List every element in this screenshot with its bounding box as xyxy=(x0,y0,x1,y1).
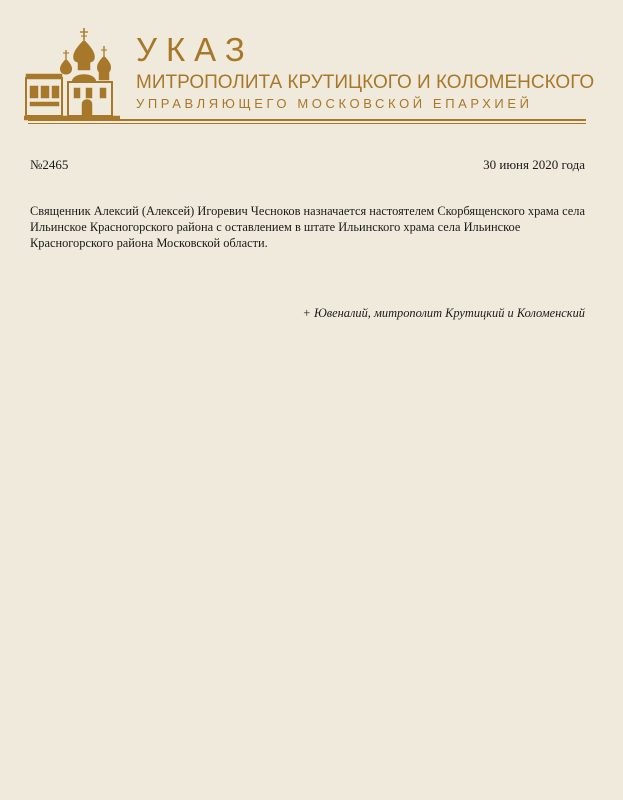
signature: + Ювеналий, митрополит Крутицкий и Коломенский xyxy=(302,306,585,320)
page-title: УКАЗ xyxy=(136,31,254,68)
cathedral-icon xyxy=(24,26,120,122)
document-header xyxy=(0,0,623,130)
issuer-subtitle: УПРАВЛЯЮЩЕГО МОСКОВСКОЙ ЕПАРХИЕЙ xyxy=(136,96,533,111)
decree-date: 30 июня 2020 года xyxy=(483,157,585,172)
header-divider-thin xyxy=(28,123,586,124)
decree-body: Священник Алексий (Алексей) Игоревич Чесноков назначается настоятелем Скорбященского храма села Ильинское Красногорского района с оставлением в штате Ильинского храма села Ильинское Красногорского района Московской области. xyxy=(30,204,585,250)
header-divider xyxy=(28,119,586,121)
decree-number: №2465 xyxy=(30,157,69,172)
issuer-title: МИТРОПОЛИТА КРУТИЦКОГО И КОЛОМЕНСКОГО xyxy=(136,72,595,93)
